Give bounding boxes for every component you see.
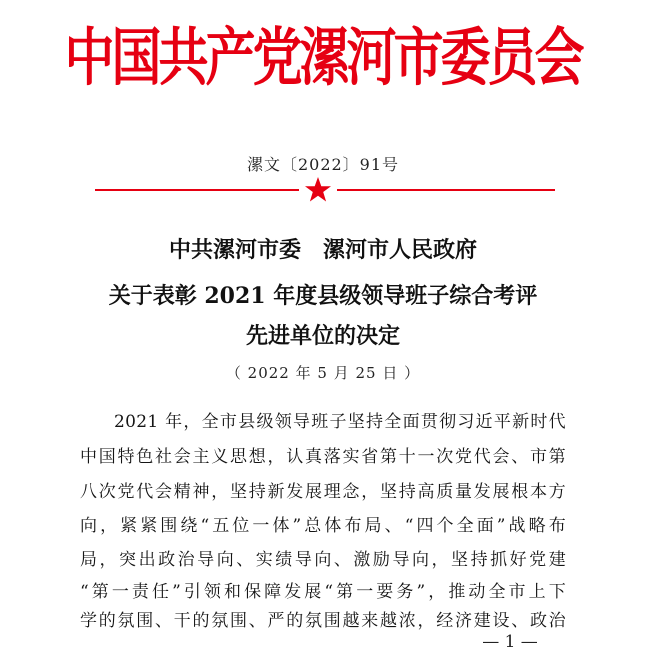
document-date: （ 2022 年 5 月 25 日 ） [225,364,421,382]
red-divider-left [95,189,299,191]
body-line-4: 向，紧紧围绕“五位一体”总体布局、“四个全面”战略布 [80,516,566,536]
masthead-title: 中国共产党漯河市委员会 [64,21,582,94]
red-star-icon [304,176,332,204]
body-line-7: 学的氛围、干的氛围、严的氛围越来越浓，经济建设、政治 [80,611,566,631]
document-number: 漯文〔2022〕91号 [246,155,400,174]
body-line-2: 中国特色社会主义思想，认真落实省第十一次党代会、市第 [80,447,566,467]
page-number: — 1 — [482,632,538,652]
title-line-3: 先进单位的决定 [245,323,400,349]
body-line-1: 2021 年，全市县级领导班子坚持全面贯彻习近平新时代 [114,412,566,432]
body-line-5: 局，突出政治导向、实绩导向、激励导向，坚持抓好党建 [80,550,566,570]
body-line-6: “第一责任”引领和保障发展“第一要务”，推动全市上下 [80,582,566,602]
title-line-1: 中共漯河市委 漯河市人民政府 [168,237,477,263]
body-line-3: 八次党代会精神，坚持新发展理念，坚持高质量发展根本方 [80,482,566,502]
red-divider-right [337,189,555,191]
title-line-2: 关于表彰 2021 年度县级领导班子综合考评 [108,283,538,309]
